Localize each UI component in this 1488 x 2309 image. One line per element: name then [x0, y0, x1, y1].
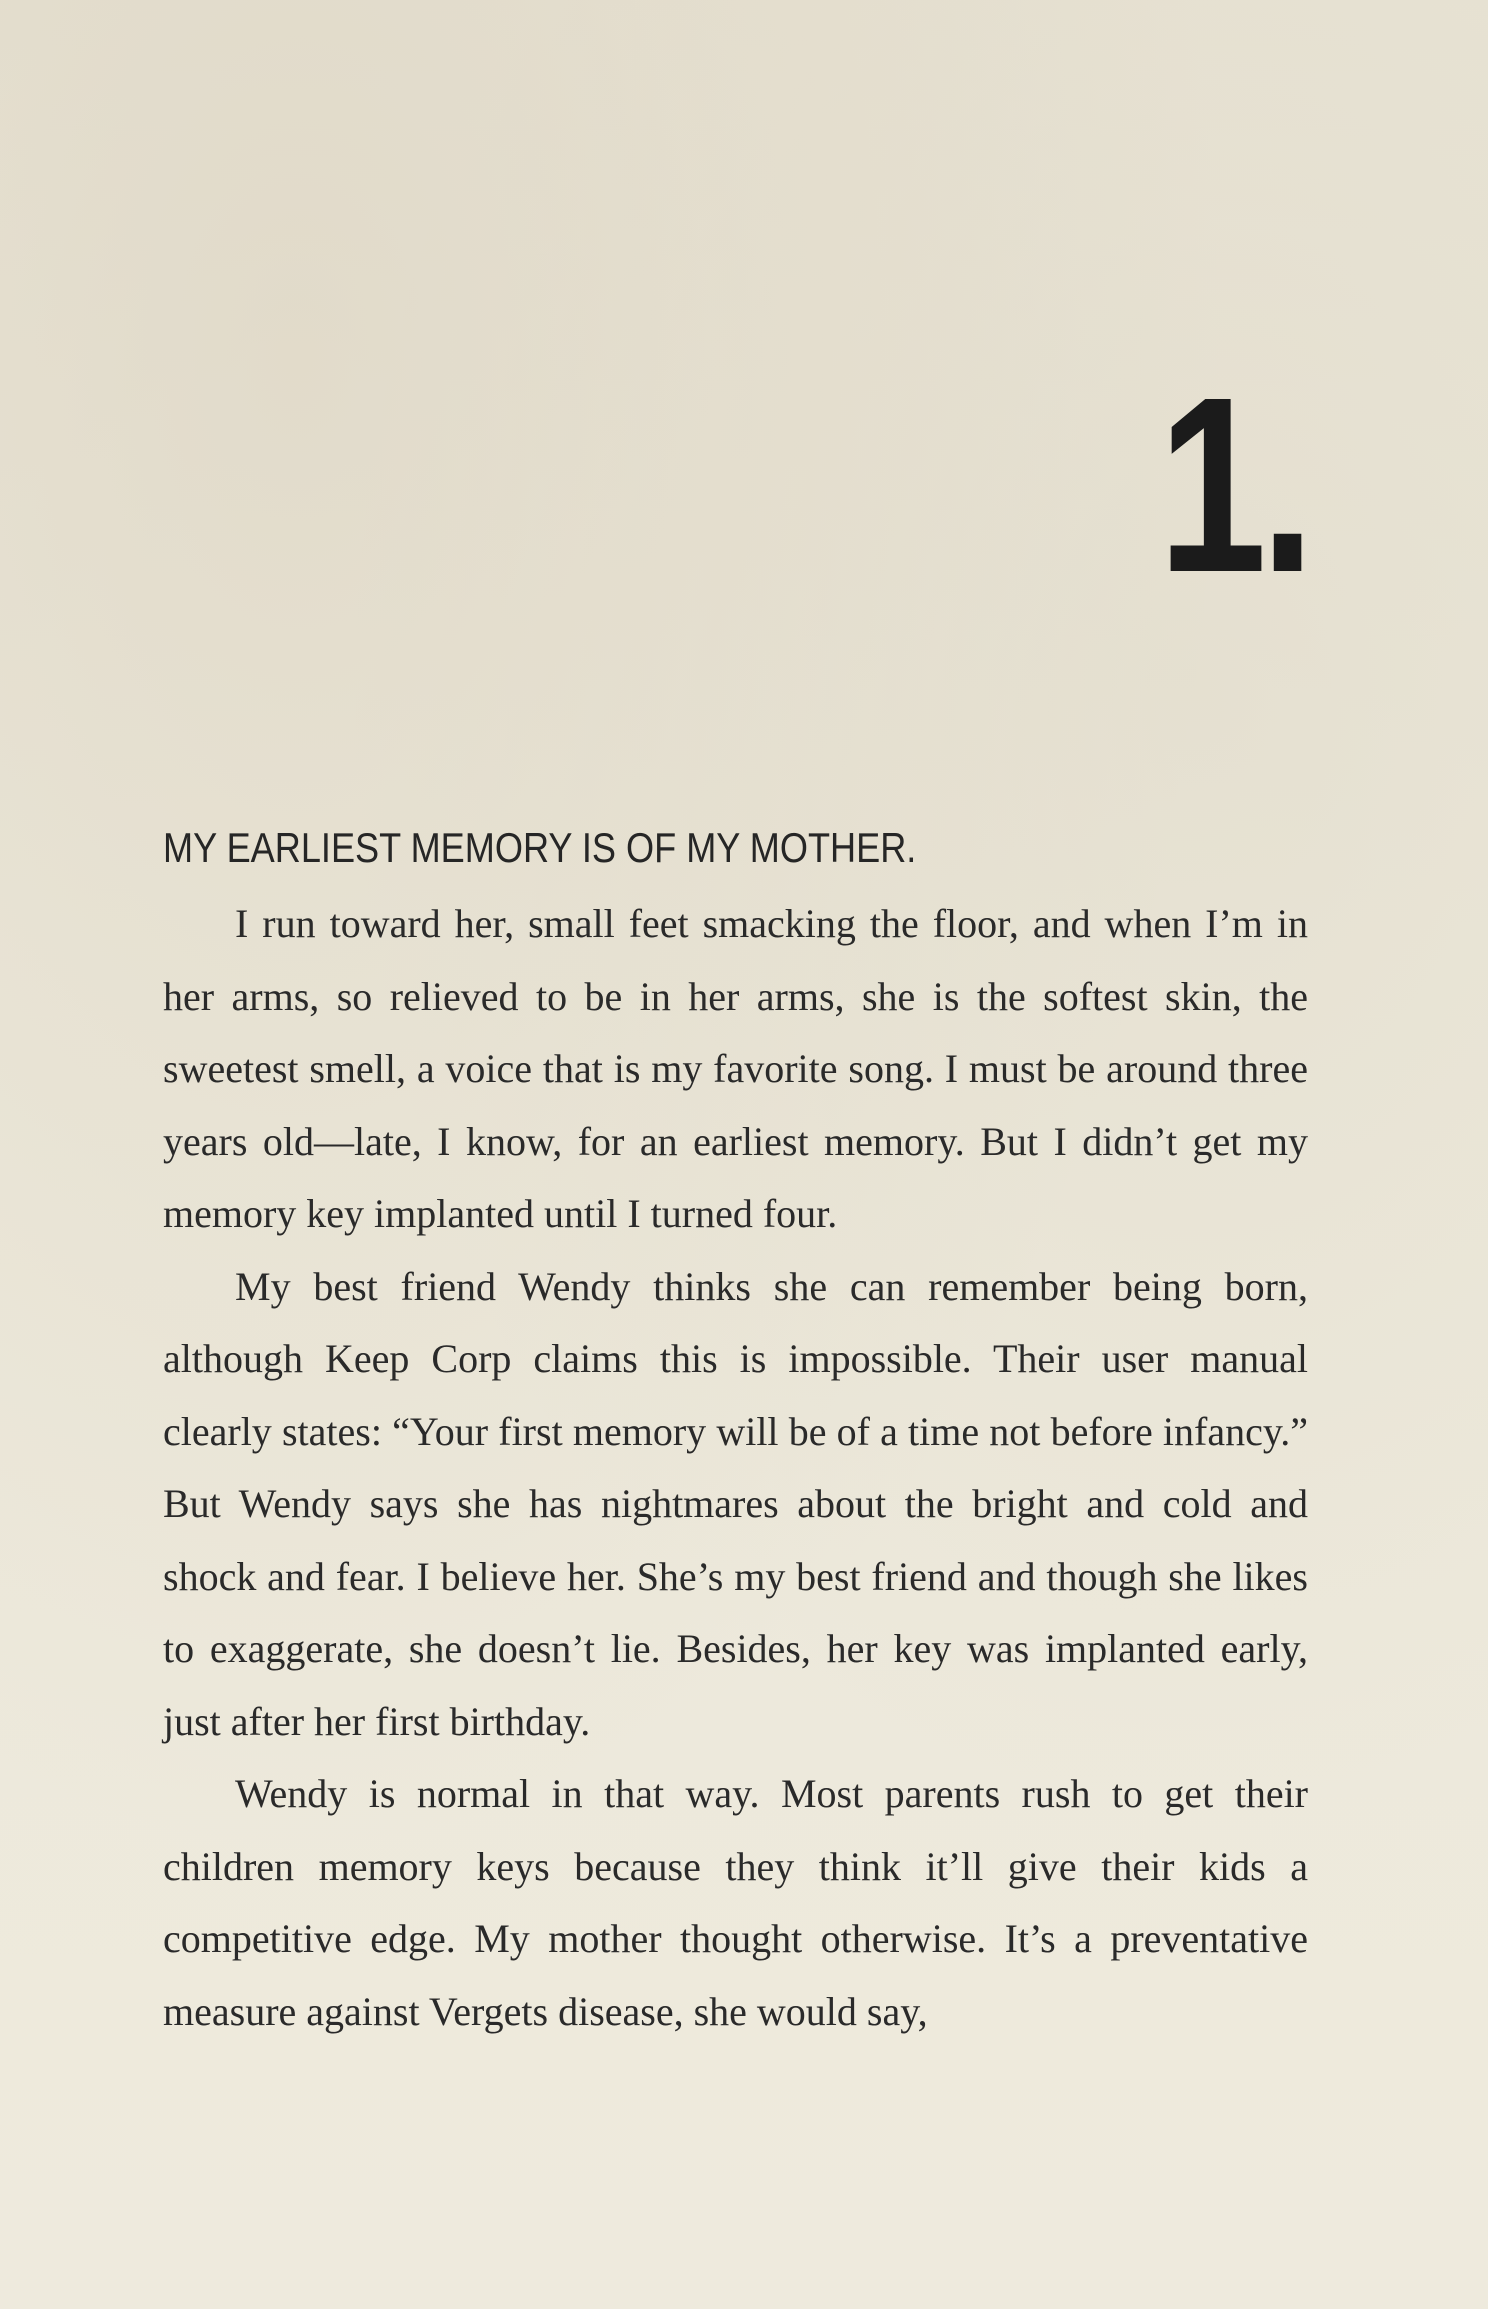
chapter-number: 1. [1157, 345, 1308, 624]
chapter-text [163, 818, 1308, 2048]
opening-line: MY EARLIEST MEMORY IS OF MY MOTHER. [163, 824, 917, 871]
paragraph: Wendy is normal in that way. Most parents rush to get their children memory keys because they think it’ll give their kids a competitive edge. My mother thought otherwise. It’s a preventative measure against Vergets disease, she would say, [163, 1771, 1308, 2034]
paragraph: I run toward her, small feet smacking the floor, and when I’m in her arms, so relieved to be in her arms, she is the softest skin, the sweetest smell, a voice that is my favorite song. I must be around three years old—late, I know, for an earliest memory. But I didn’t get my memory key implanted until I turned four. [163, 901, 1308, 1236]
paragraph: My best friend Wendy thinks she can remember being born, although Keep Corp claims this is impossible. Their user manual clearly states: “Your first memory will be of a time not before infancy.” But Wendy says she has nightmares about the bright and cold and shock and fear. I believe her. She’s my best friend and though she likes to exaggerate, she doesn’t lie. Besides, her key was implanted early, just after her first birthday. [163, 1263, 1308, 1744]
